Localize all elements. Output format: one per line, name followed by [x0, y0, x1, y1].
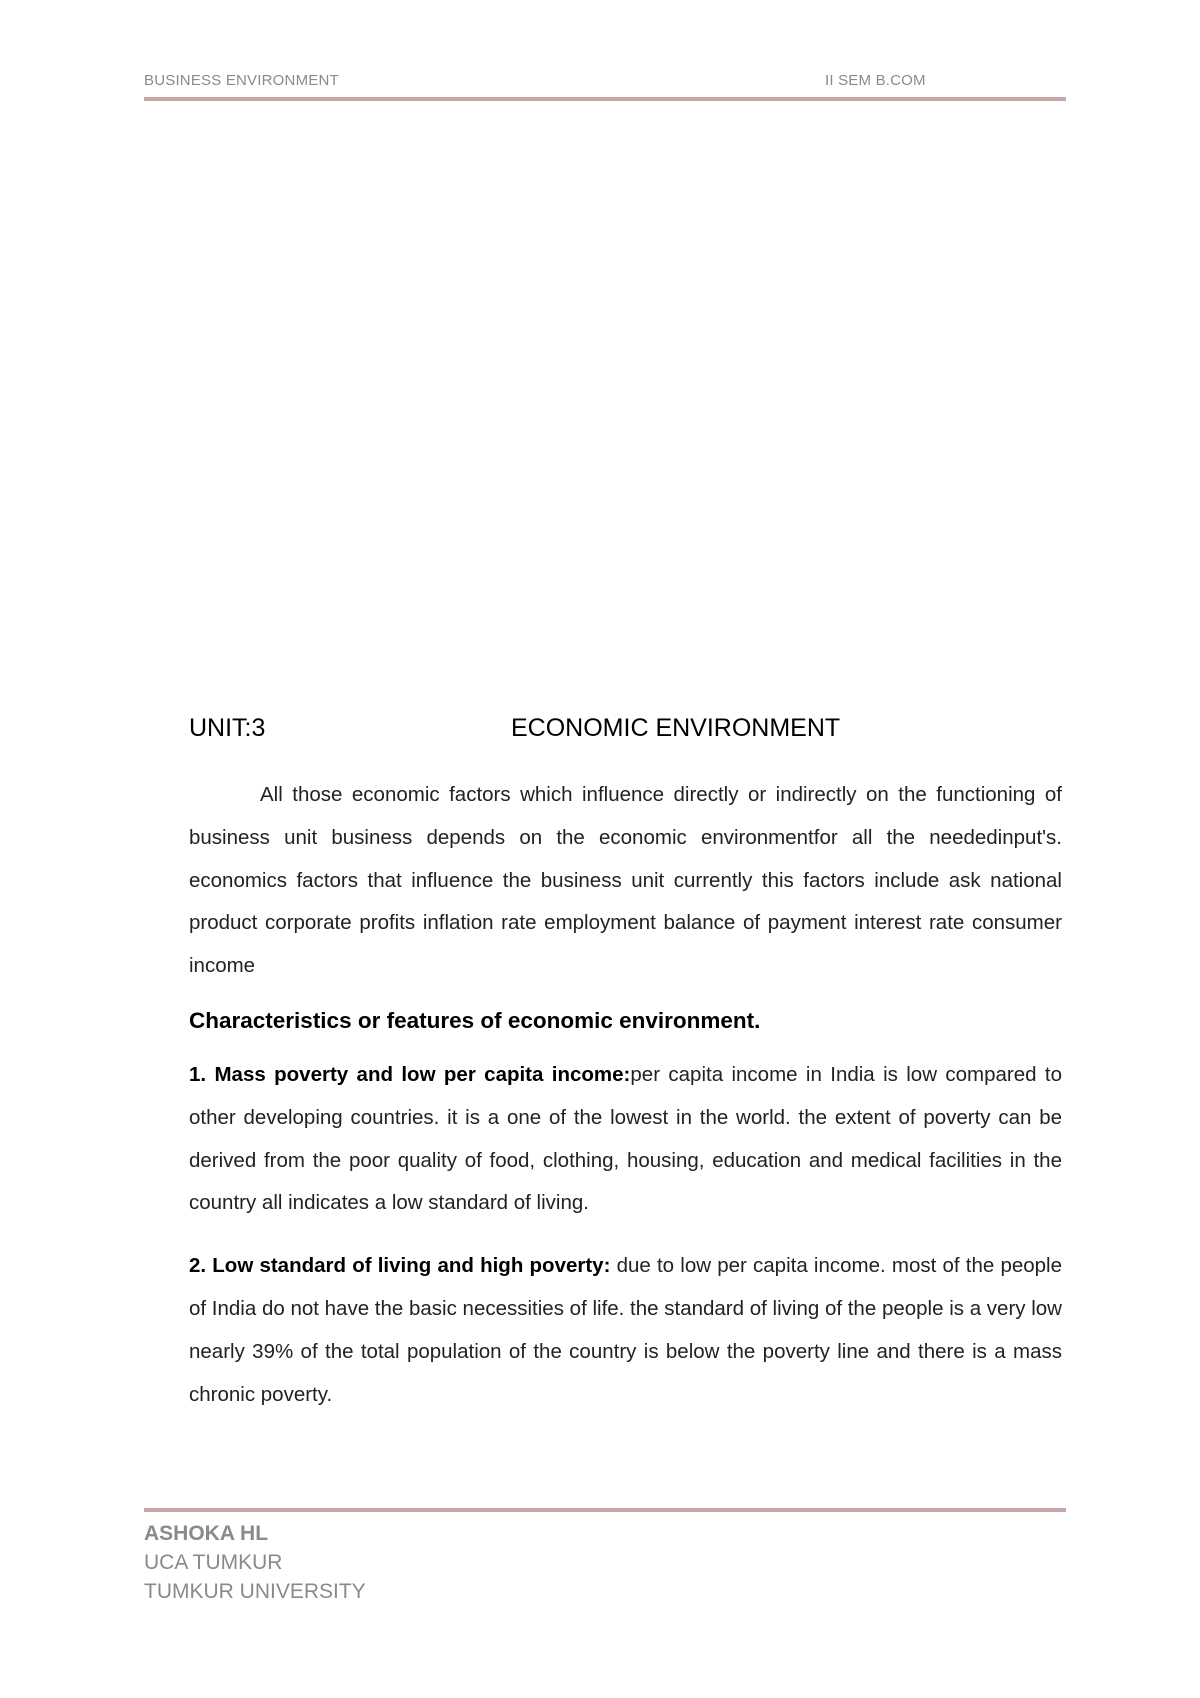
unit-title	[189, 710, 1062, 750]
page-content	[189, 710, 1062, 1416]
feature-item-1-text: per capita income in India is low compared to other developing countries. it is a one of the lowest in the world. the extent of poverty can be derived from the poor quality of food, clothing, housing, education and medical facilities in the country all indicates a low standard of living.	[189, 1062, 1063, 1215]
header-divider	[144, 97, 1066, 101]
feature-item-1-title: 1. Mass poverty and low per capita income:	[189, 1062, 631, 1086]
footer-institution: UCA TUMKUR	[144, 1551, 283, 1574]
unit-heading: ECONOMIC ENVIRONMENT	[511, 714, 841, 742]
feature-item-1	[189, 1054, 1062, 1225]
header-semester: II SEM B.COM	[825, 72, 926, 89]
footer-university: TUMKUR UNIVERSITY	[144, 1580, 366, 1603]
unit-label: UNIT:3	[189, 714, 266, 742]
feature-item-2-text: due to low per capita income. most of the people of India do not have the basic necessities of life. the standard of living of the people is a very low nearly 39% of the total population of the country is below the poverty line and there is a mass chronic poverty.	[189, 1254, 1062, 1406]
header-course-title: BUSINESS ENVIRONMENT	[144, 72, 339, 89]
section-heading: Characteristics or features of economic environment.	[189, 1007, 761, 1033]
page-footer	[144, 1508, 1066, 1606]
footer-author: ASHOKA HL	[144, 1522, 269, 1545]
intro-paragraph: All those economic factors which influence directly or indirectly on the functioning of business unit business depends on the economic environmentfor all the neededinput's. economics factors that influence the business unit currently this factors include ask national product corporate profits inflation rate employment balance of payment interest rate consumer income	[189, 783, 1062, 978]
footer-divider	[144, 1508, 1066, 1512]
page-header	[144, 70, 1066, 102]
feature-item-2-title: 2. Low standard of living and high poverty:	[189, 1254, 611, 1278]
feature-item-2	[189, 1245, 1062, 1416]
